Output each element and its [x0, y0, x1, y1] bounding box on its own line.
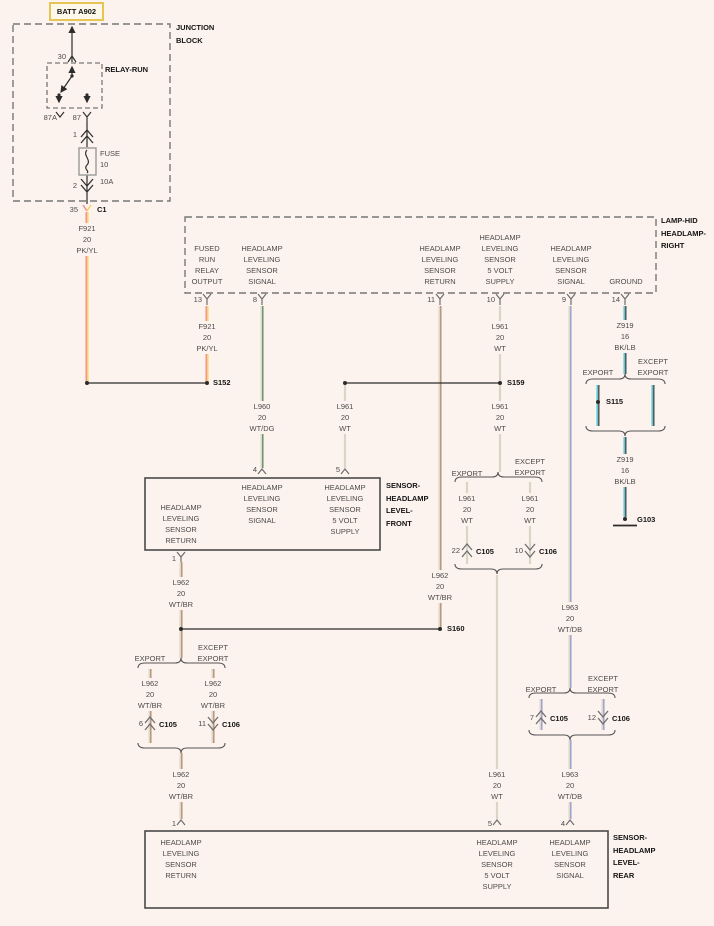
lamp-hid-label: LAMP-HID HEADLAMP- RIGHT	[661, 216, 706, 250]
splice-s115-label: S115	[606, 397, 624, 406]
pin9-desc: HEADLAMP LEVELING SENSOR SIGNAL	[550, 244, 592, 286]
rear-pin4-desc: HEADLAMP LEVELING SENSOR SIGNAL	[549, 838, 591, 880]
wire-l961-label-1: L961 20 WT	[491, 322, 509, 353]
front-pin5-desc: HEADLAMP LEVELING SENSOR 5 VOLT SUPPLY	[324, 483, 366, 536]
l962-except-export-label: EXCEPT EXPORT	[197, 643, 229, 663]
sensor-front-label: SENSOR- HEADLAMP LEVEL- FRONT	[386, 481, 429, 528]
wire-f921-label-1: F921 20 PK/YL	[76, 224, 98, 255]
pin11-desc: HEADLAMP LEVELING SENSOR RETURN	[419, 244, 461, 286]
z919-export-label: EXPORT	[582, 368, 614, 377]
wire-l963	[540, 306, 604, 819]
relay-pin-87: 87	[72, 113, 81, 122]
wire-l962-label-return: L962 20 WT/BR	[427, 571, 453, 602]
wire-l961-label-except: L961 20 WT	[521, 494, 539, 525]
pin8-desc: HEADLAMP LEVELING SENSOR SIGNAL	[241, 244, 283, 286]
fuse-label: FUSE	[100, 149, 121, 158]
pin10-desc: HEADLAMP LEVELING SENSOR 5 VOLT SUPPLY	[479, 233, 521, 286]
wire-l962-label-except: L962 20 WT/BR	[200, 679, 226, 710]
wire-z919-label-1: Z919 16 BK/LB	[614, 321, 636, 352]
rear-pin5-number: 5	[487, 819, 492, 828]
pin8-number: 8	[252, 295, 257, 304]
wire-l963-label-rear: L963 20 WT/DB	[557, 770, 583, 801]
relay-pin-30: 30	[57, 52, 66, 61]
fuse-rating: 10A	[100, 177, 114, 186]
relay-label: RELAY-RUN	[105, 65, 149, 74]
l963-export-label: EXPORT	[525, 685, 557, 694]
l961-c106-label: C106	[539, 547, 557, 556]
front-pin1-desc: HEADLAMP LEVELING SENSOR RETURN	[160, 503, 202, 545]
wire-l961-label-rear: L961 20 WT	[488, 770, 506, 801]
front-pin1-number: 1	[171, 554, 176, 563]
l961-c106-pin: 10	[514, 546, 523, 555]
l961-except-export-label: EXCEPT EXPORT	[514, 457, 546, 477]
splice-s159-label: S159	[507, 378, 525, 387]
ground-g103-label: G103	[637, 515, 656, 524]
pin13-number: 13	[193, 295, 202, 304]
wire-l962-label-export: L962 20 WT/BR	[137, 679, 163, 710]
pin14-desc: GROUND	[609, 277, 643, 286]
ground-symbol	[613, 517, 637, 526]
wire-l962-label-front: L962 20 WT/BR	[168, 578, 194, 609]
l963-except-export-label: EXCEPT EXPORT	[587, 674, 619, 694]
rear-pin4-number: 4	[560, 819, 565, 828]
l963-c105-label: C105	[550, 714, 568, 723]
pin-chevrons	[177, 294, 629, 825]
l962-c105-pin: 6	[138, 719, 143, 728]
wire-l960-label: L960 20 WT/DG	[249, 402, 275, 433]
pin9-number: 9	[561, 295, 566, 304]
pin11-number: 11	[427, 295, 435, 304]
wire-l961-label-2: L961 20 WT	[491, 402, 509, 433]
rear-pin1-desc: HEADLAMP LEVELING SENSOR RETURN	[160, 838, 202, 880]
wire-f921-label-2: F921 20 PK/YL	[196, 322, 218, 353]
wire-l962-label-rear: L962 20 WT/BR	[168, 770, 194, 801]
rear-pin5-desc: HEADLAMP LEVELING SENSOR 5 VOLT SUPPLY	[476, 838, 518, 891]
relay-pin-87a: 87A	[43, 113, 57, 122]
battery-feed-label: BATT A902	[56, 7, 97, 16]
junction-block-label: JUNCTION BLOCK	[176, 23, 215, 45]
pin13-desc: FUSED RUN RELAY OUTPUT	[191, 244, 223, 286]
front-pin5-number: 5	[335, 465, 340, 474]
l962-c106-label: C106	[222, 720, 240, 729]
splice-s160-label: S160	[447, 624, 465, 633]
battery-feed-box	[49, 2, 104, 21]
l961-export-label: EXPORT	[451, 469, 483, 478]
l961-c105-pin: 22	[451, 546, 460, 555]
front-pin4-desc: HEADLAMP LEVELING SENSOR SIGNAL	[241, 483, 283, 525]
splice-s152-label: S152	[213, 378, 231, 387]
sensor-rear-outline	[145, 831, 608, 908]
sensor-rear-label: SENSOR- HEADLAMP LEVEL- REAR	[613, 833, 656, 880]
l963-c105-pin: 7	[529, 713, 534, 722]
l963-c106-pin: 12	[587, 713, 596, 722]
l962-export-label: EXPORT	[134, 654, 166, 663]
fuse-pin-in: 1	[72, 130, 77, 139]
wire-f921	[86, 212, 208, 383]
wire-z919-label-2: Z919 16 BK/LB	[614, 455, 636, 486]
l962-c105-label: C105	[159, 720, 177, 729]
front-pin4-number: 4	[252, 465, 257, 474]
c1-label: C1	[97, 205, 107, 214]
wire-l960	[261, 306, 263, 468]
wire-l961-label-export: L961 20 WT	[458, 494, 476, 525]
relay-contact-dots	[57, 74, 88, 96]
c1-pin-35: 35	[69, 205, 78, 214]
l963-c106-label: C106	[612, 714, 630, 723]
wire-l963-label-1: L963 20 WT/DB	[557, 603, 583, 634]
pin10-number: 10	[486, 295, 495, 304]
z919-except-export-label: EXCEPT EXPORT	[637, 357, 669, 377]
rear-pin1-number: 1	[171, 819, 176, 828]
fuse-number: 10	[100, 160, 109, 169]
c1-connector-symbol	[83, 205, 91, 211]
fuse-pin-out: 2	[72, 181, 77, 190]
l962-c106-pin: 11	[198, 719, 206, 728]
l961-c105-label: C105	[476, 547, 494, 556]
pin14-number: 14	[611, 295, 620, 304]
wire-l961-label-3: L961 20 WT	[336, 402, 354, 433]
relay-outline	[47, 63, 102, 108]
